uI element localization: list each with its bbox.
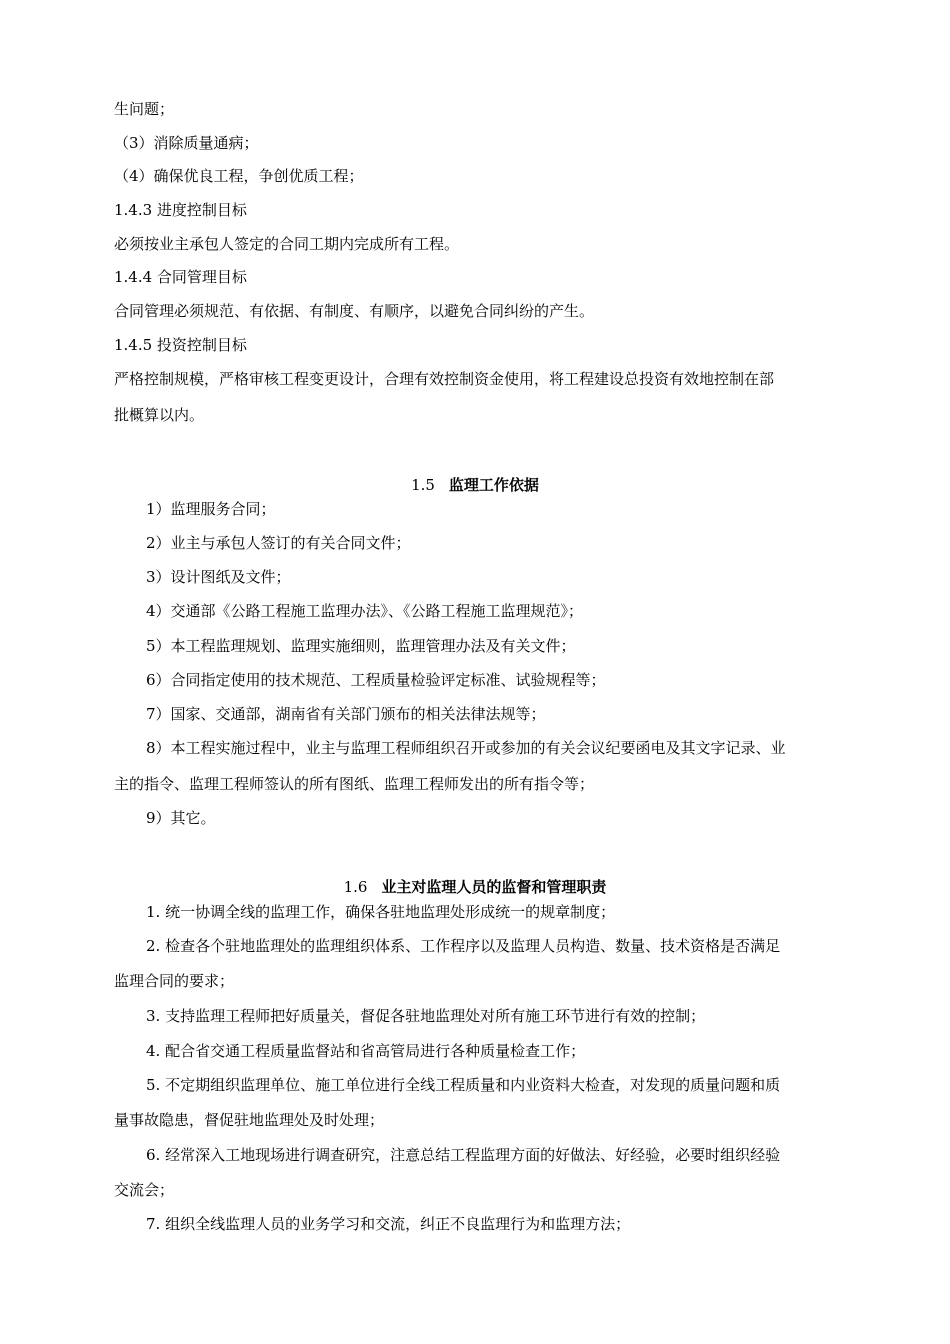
- section-heading-1-6: [0, 877, 950, 897]
- list-item: 6）合同指定使用的技术规范、工程质量检验评定标准、试验规程等；: [146, 671, 606, 689]
- list-item: 1. 统一协调全线的监理工作，确保各驻地监理处形成统一的规章制度；: [146, 903, 616, 921]
- list-item: 4. 配合省交通工程质量监督站和省高管局进行各种质量检查工作；: [146, 1042, 586, 1060]
- list-item-continuation: 量事故隐患，督促驻地监理处及时处理；: [114, 1111, 385, 1129]
- list-item-continuation: 交流会；: [114, 1181, 175, 1199]
- list-item: 5）本工程监理规划、监理实施细则，监理管理办法及有关文件；: [146, 637, 576, 655]
- list-item: 8）本工程实施过程中，业主与监理工程师组织召开或参加的有关会议纪要函电及其文字记录、业: [146, 739, 786, 757]
- subheading-investment-control: 1.4.5 投资控制目标: [114, 336, 247, 354]
- section-number: 1.5: [411, 476, 435, 494]
- intro-line: 生问题；: [114, 100, 175, 118]
- subheading-progress-control: 1.4.3 进度控制目标: [114, 201, 247, 219]
- section-heading-1-5: [0, 475, 950, 495]
- list-item: 4）交通部《公路工程施工监理办法》、《公路工程施工监理规范》；: [146, 602, 584, 620]
- intro-line: 严格控制规模，严格审核工程变更设计，合理有效控制资金使用，将工程建设总投资有效地控制在部: [114, 370, 775, 388]
- intro-line: 必须按业主承包人签定的合同工期内完成所有工程。: [114, 235, 460, 253]
- section-title: 监理工作依据: [448, 476, 539, 494]
- list-item: 1）监理服务合同；: [146, 500, 276, 518]
- subheading-contract-management: 1.4.4 合同管理目标: [114, 268, 247, 286]
- list-item: 2. 检查各个驻地监理处的监理组织体系、工作程序以及监理人员构造、数量、技术资格是否满足: [146, 937, 781, 955]
- intro-line: 批概算以内。: [114, 406, 205, 424]
- list-item: 9）其它。: [146, 809, 216, 827]
- list-item: 7）国家、交通部，湖南省有关部门颁布的相关法律法规等；: [146, 705, 546, 723]
- list-item: 2）业主与承包人签订的有关合同文件；: [146, 534, 411, 552]
- intro-line: （3）消除质量通病；: [114, 134, 259, 152]
- list-item: 5. 不定期组织监理单位、施工单位进行全线工程质量和内业资料大检查，对发现的质量问题和质: [146, 1076, 781, 1094]
- intro-line: （4）确保优良工程，争创优质工程；: [114, 167, 364, 185]
- intro-line: 合同管理必须规范、有依据、有制度、有顺序，以避免合同纠纷的产生。: [114, 302, 595, 320]
- list-item-continuation: 主的指令、监理工程师签认的所有图纸、监理工程师发出的所有指令等；: [114, 775, 595, 793]
- list-item-continuation: 监理合同的要求；: [114, 972, 235, 990]
- list-item: 7. 组织全线监理人员的业务学习和交流，纠正不良监理行为和监理方法；: [146, 1215, 631, 1233]
- list-item: 3. 支持监理工程师把好质量关，督促各驻地监理处对所有施工环节进行有效的控制；: [146, 1007, 706, 1025]
- list-item: 6. 经常深入工地现场进行调查研究，注意总结工程监理方面的好做法、好经验，必要时组织经验: [146, 1146, 781, 1164]
- section-number: 1.6: [343, 878, 368, 896]
- section-title: 业主对监理人员的监督和管理职责: [381, 878, 607, 896]
- list-item: 3）设计图纸及文件；: [146, 568, 291, 586]
